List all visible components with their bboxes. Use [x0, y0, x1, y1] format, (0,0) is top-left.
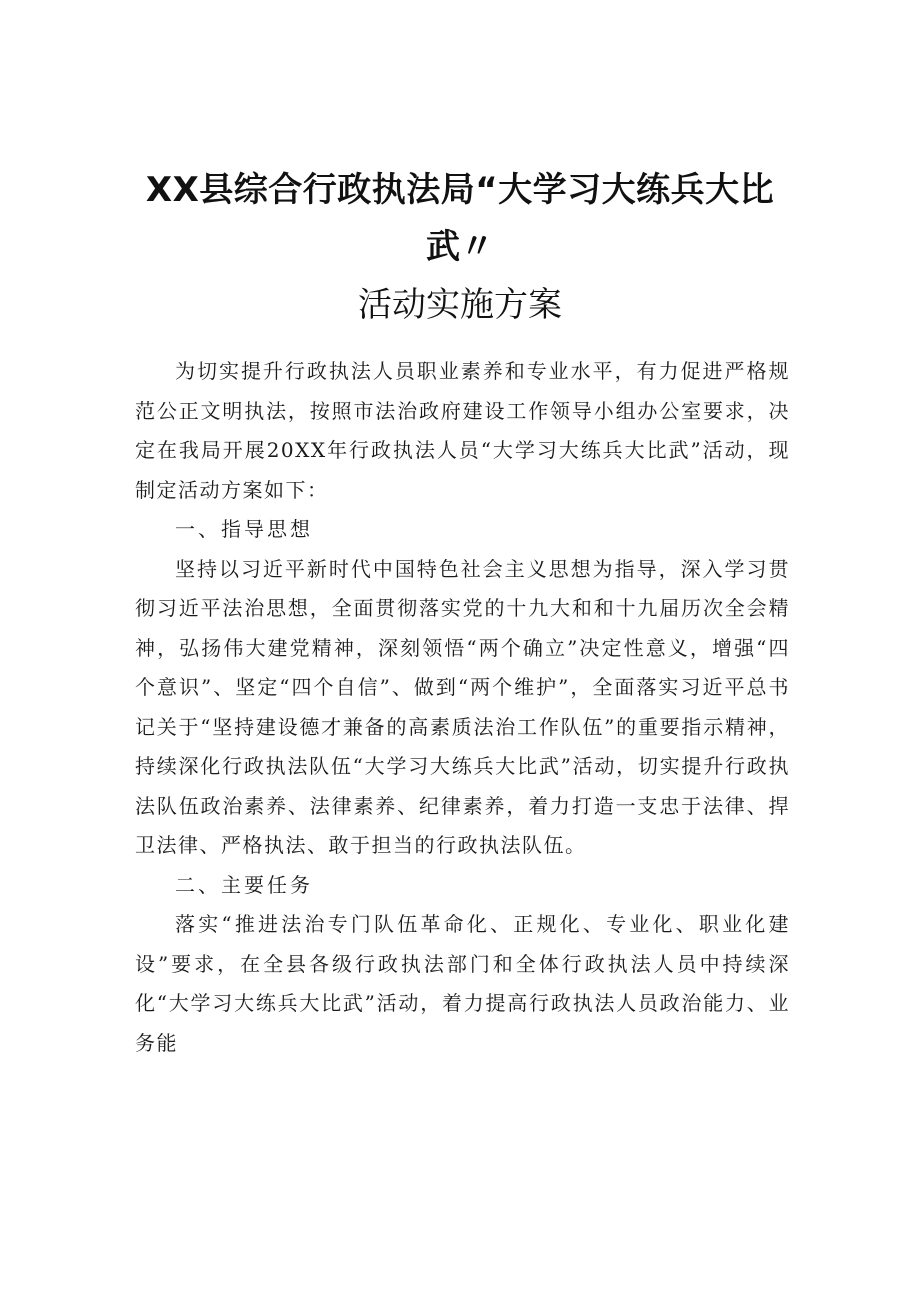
section-heading-main-tasks: 二、主要任务 [175, 872, 313, 897]
section-heading-guiding-ideology: 一、指导思想 [175, 517, 313, 541]
intro-paragraph: 为切实提升行政执法人员职业素养和专业水平，有力促进严格规范公正文明执法，按照市法治政府建设工作领导小组办公室要求，决定在我局开展20XX年行政执法人员“大学习大练兵大比武”活动，现制定活动方案如下： [135, 359, 790, 502]
document-body [135, 352, 790, 1063]
document-title-line2: 武〃 [426, 227, 494, 267]
document-title-line1: XX县综合行政执法局“大学习大练兵大比 [145, 170, 775, 210]
main-tasks-paragraph: 落实“推进法治专门队伍革命化、正规化、专业化、职业化建设”要求，在全县各级行政执法部门和全体行政执法人员中持续深化“大学习大练兵大比武”活动，着力提高行政执法人员政治能力、业务能 [135, 912, 790, 1055]
document-title-line3: 活动实施方案 [358, 285, 562, 325]
guiding-ideology-paragraph: 坚持以习近平新时代中国特色社会主义思想为指导，深入学习贯彻习近平法治思想，全面贯彻落实党的十九大和和十九届历次全会精神，弘扬伟大建党精神，深刻领悟“两个确立”决定性意义，增强“四个意识”、坚定“四个自信”、做到“两个维护”，全面落实习近平总书记关于“坚持建设德才兼备的高素质法治工作队伍”的重要指示精神，持续深化行政执法队伍“大学习大练兵大比武”活动，切实提升行政执法队伍政治素养、法律素养、纪律素养，着力打造一支忠于法律、捍卫法律、严格执法、敢于担当的行政执法队伍。 [135, 556, 790, 857]
